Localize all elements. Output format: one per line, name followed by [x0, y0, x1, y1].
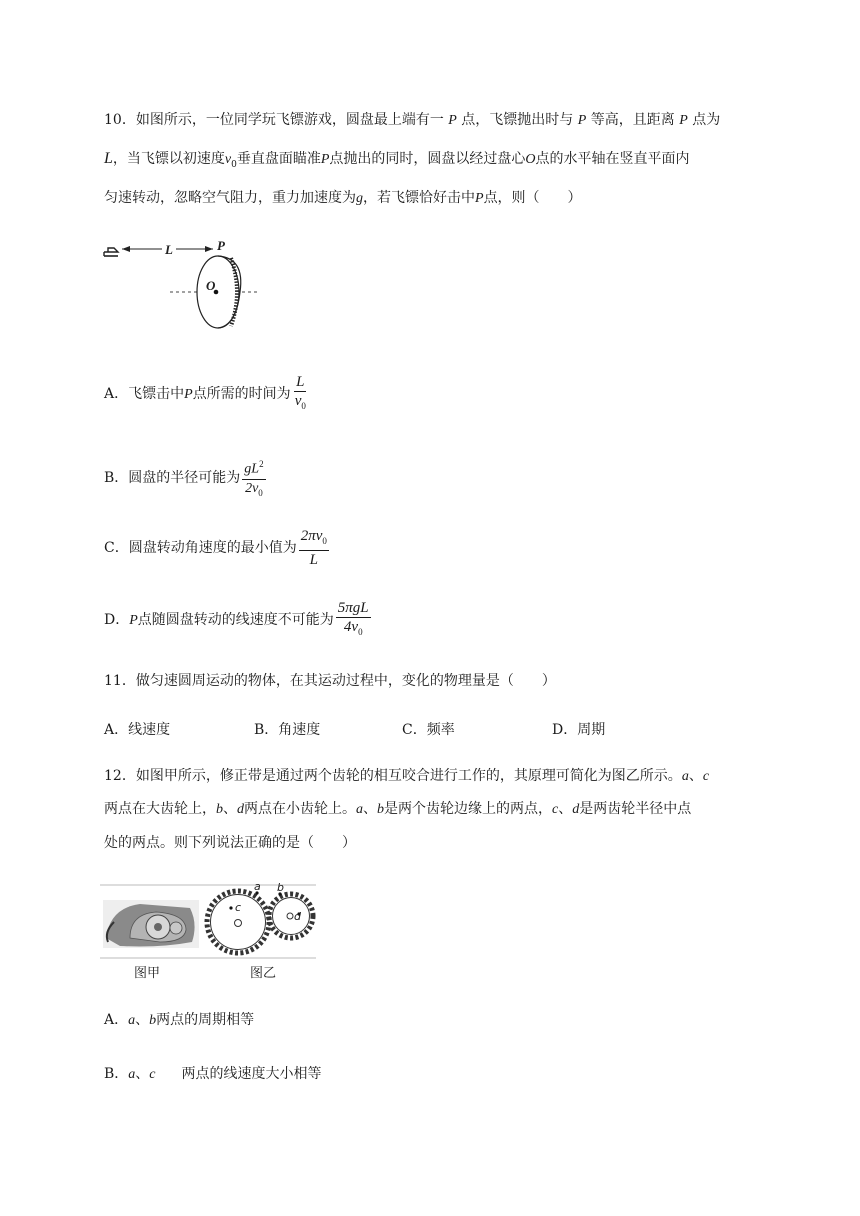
q12-stem-line2: 两点在大齿轮上，b、d两点在小齿轮上。a、b是两个齿轮边缘上的两点，c、d是两齿轮半径中点	[104, 801, 692, 817]
q11-option-b: B．角速度	[254, 722, 321, 738]
q11-option-a: A．线速度	[104, 722, 171, 738]
figure-caption-jia: 图甲	[134, 966, 161, 981]
q11-stem: 11．做匀速圆周运动的物体，在其运动过程中，变化的物理量是（ ）	[104, 673, 556, 689]
fraction: $\frac{L}{v_0}$	[294, 374, 306, 411]
q11-option-d: D．周期	[552, 722, 606, 738]
label-L: L	[165, 242, 173, 257]
small-gear	[269, 892, 313, 938]
gear-label-b: b	[277, 881, 284, 894]
q12-stem-line3: 处的两点。则下列说法正确的是（ ）	[104, 835, 356, 851]
label-P: P	[217, 238, 225, 253]
fraction: $\frac{2\pi v_0}{L}$	[300, 528, 327, 568]
dart-icon	[104, 248, 118, 256]
figure-caption-yi: 图乙	[250, 966, 277, 981]
q12-option-a: A．a、b两点的周期相等	[104, 1012, 255, 1028]
label-O: O	[206, 278, 216, 293]
gear-label-c: c	[235, 901, 242, 914]
q10-option-c: C．圆盘转动角速度的最小值为 $\frac{2\pi v_0}{L}$	[104, 528, 327, 568]
q10-stem-line3: 匀速转动，忽略空气阻力，重力加速度为g，若飞镖恰好击中P点，则（ ）	[104, 190, 582, 206]
q12-option-b: B．a、c 两点的线速度大小相等	[104, 1066, 322, 1082]
q12-gear-figure	[100, 878, 318, 960]
q11-option-c: C．频率	[402, 722, 455, 738]
q10-stem-line1: 10．如图所示，一位同学玩飞镖游戏，圆盘最上端有一 P 点，飞镖抛出时与 P 等高，且距离 P 点为	[104, 112, 721, 128]
q10-option-a: A．飞镖击中P点所需的时间为 $\frac{L}{v_0}$	[104, 373, 308, 415]
q10-option-b: B．圆盘的半径可能为 $\frac{gL^2}{2v_0}$	[104, 455, 266, 501]
gear-label-d: d	[294, 910, 301, 923]
q12-stem-line1: 12．如图甲所示，修正带是通过两个齿轮的相互咬合进行工作的，其原理可简化为图乙所示。a、c	[104, 768, 710, 784]
fraction: $\frac{\text{5πgL}}{4v_0}$	[337, 600, 369, 637]
q10-dart-disk-figure	[100, 236, 270, 336]
fraction: $\frac{gL^2}{2v_0}$	[242, 455, 265, 501]
gear-label-a: a	[254, 880, 261, 893]
q10-option-d: D．P点随圆盘转动的线速度不可能为 $\frac{\text{5πgL}}{4v_0}$	[104, 599, 371, 641]
correction-tape-photo	[103, 900, 199, 948]
q10-stem-line2: L，当飞镖以初速度$v_0$垂直盘面瞄准P点抛出的同时，圆盘以经过盘心O点的水平轴在竖直平面内	[104, 150, 690, 170]
